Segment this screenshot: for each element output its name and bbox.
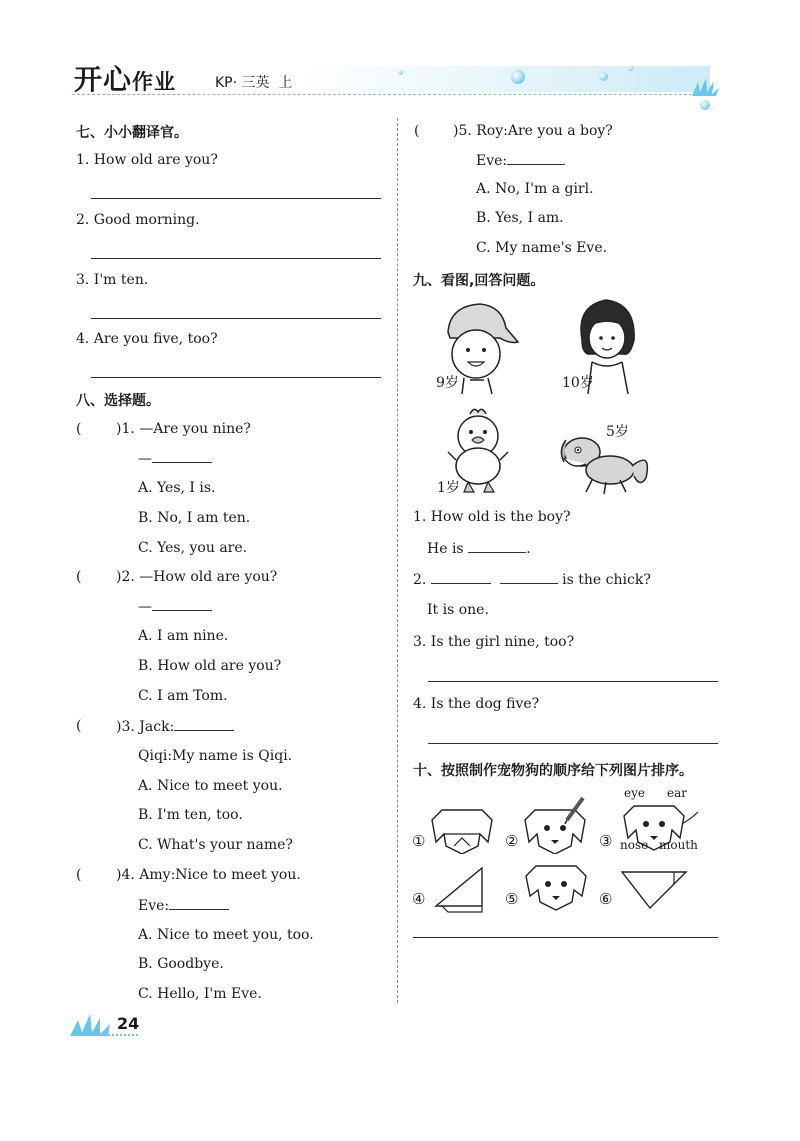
s9-q3: 3. Is the girl nine, too? [413,634,575,650]
bubble-icon [599,72,608,81]
s7-item-2: 2. Good morning. [76,212,200,228]
s8-q1-option-a: A. Yes, I is. [138,480,216,496]
dash: — [138,451,152,467]
bubble-icon [511,70,525,84]
s8-q5-line2 [476,152,565,169]
bubble-icon [700,100,710,110]
origami-step-1 [430,808,494,854]
section-7-title: 七、小小翻译官。 [76,125,188,141]
s9-answer-line-4[interactable] [428,743,718,744]
s9-q2-suffix: is the chick? [562,572,651,588]
s8-q1-option-c: C. Yes, you are. [138,540,248,556]
s8-q5-speaker: Eve: [476,153,508,169]
s8-q4-line2 [138,897,229,914]
header-rule [72,94,712,95]
step-num-3: ③ [599,832,613,850]
s10-answer-line[interactable] [413,937,718,938]
s8-q2-option-c: C. I am Tom. [138,688,228,704]
header-band [300,66,710,92]
title-part2: 作业 [132,70,177,94]
s7-item-1: 1. How old are you? [76,152,218,168]
s9-q2-prefix: 2. [413,572,427,588]
section-8-title: 八、选择题。 [76,393,160,409]
s7-answer-line-4[interactable] [91,377,381,378]
answer-paren[interactable]: ( [76,867,82,883]
annot-nose: nose [620,838,649,852]
s8-q1-answer [138,450,212,467]
label-dog-age: 5岁 [606,424,629,440]
s8-q4-speaker: Eve: [138,898,170,914]
book-code: KP· 三英 [215,75,270,91]
s9-q1: 1. How old is the boy? [413,509,571,525]
s8-q3-option-b: B. I'm ten, too. [138,807,243,823]
s8-q5-option-a: A. No, I'm a girl. [476,181,594,197]
label-boy-age: 9岁 [436,375,459,391]
s8-q3-line2: Qiqi:My name is Qiqi. [138,748,293,764]
bubble-icon [398,70,403,75]
s8-q4: )4. Amy:Nice to meet you. [116,867,301,883]
answer-paren[interactable]: ( [76,569,82,585]
s8-q5: )5. Roy:Are you a boy? [453,123,613,139]
s8-q2-option-a: A. I am nine. [138,628,229,644]
s7-answer-line-2[interactable] [91,258,381,259]
s9-q1-answer-suffix: . [526,541,531,557]
grass-icon [690,78,720,98]
answer-paren[interactable]: ( [76,421,82,437]
s9-q4: 4. Is the dog five? [413,696,540,712]
page-number: 24 [117,1014,140,1033]
origami-step-6 [620,870,688,910]
label-girl-age: 10岁 [562,375,594,391]
s9-q1-answer-prefix: He is [427,541,464,557]
s8-q5-option-c: C. My name's Eve. [476,240,608,256]
title-part1: 开心 [74,63,133,96]
blank-field[interactable] [500,571,558,584]
answer-paren[interactable]: ( [76,718,82,734]
blank-field[interactable] [169,897,229,910]
s7-item-3: 3. I'm ten. [76,272,149,288]
s7-answer-line-3[interactable] [91,318,381,319]
blank-field[interactable] [468,540,526,553]
s8-q2: )2. —How old are you? [116,569,278,585]
s9-q2 [413,571,651,588]
s8-q2-option-b: B. How old are you? [138,658,282,674]
step-num-6: ⑥ [599,890,613,908]
page-title [74,58,176,98]
s9-q2-answer: It is one. [427,602,489,618]
s9-q1-answer [427,540,531,557]
s8-q4-option-c: C. Hello, I'm Eve. [138,986,262,1002]
s8-q3-option-c: C. What's your name? [138,837,293,853]
annot-eye: eye [624,786,645,800]
annot-ear: ear [667,786,687,800]
dash: — [138,599,152,615]
step-num-2: ② [505,832,519,850]
header-subtitle [215,72,292,92]
annot-mouth: mouth [659,838,698,852]
s8-q2-answer [138,598,212,615]
blank-field[interactable] [174,718,234,731]
origami-step-4 [432,866,488,914]
s7-item-4: 4. Are you five, too? [76,331,218,347]
s8-q5-option-b: B. Yes, I am. [476,210,564,226]
s8-q4-option-a: A. Nice to meet you, too. [138,927,314,943]
book-volume: 上 [278,75,293,91]
origami-step-5 [524,864,588,914]
section-9-title: 九、看图,回答问题。 [413,273,545,289]
s8-q3-text: )3. Jack: [116,719,175,735]
origami-step-2 [523,796,589,854]
blank-field[interactable] [431,571,491,584]
s8-q1-option-b: B. No, I am ten. [138,510,251,526]
blank-field[interactable] [152,450,212,463]
step-num-4: ④ [412,890,426,908]
blank-field[interactable] [152,598,212,611]
section-10-title: 十、按照制作宠物狗的顺序给下列图片排序。 [413,763,693,779]
s7-answer-line-1[interactable] [91,198,381,199]
s8-q3-option-a: A. Nice to meet you. [138,778,283,794]
s8-q1: )1. —Are you nine? [116,421,251,437]
column-divider [397,118,398,1003]
step-num-1: ① [412,832,426,850]
s8-q4-option-b: B. Goodbye. [138,956,224,972]
blank-field[interactable] [507,152,565,165]
label-chick-age: 1岁 [437,480,460,496]
footer-dots [108,1034,138,1036]
bubble-icon [628,66,633,71]
s8-q3 [116,718,234,735]
answer-paren[interactable]: ( [414,123,420,139]
step-num-5: ⑤ [505,890,519,908]
s9-answer-line-3[interactable] [428,681,718,682]
